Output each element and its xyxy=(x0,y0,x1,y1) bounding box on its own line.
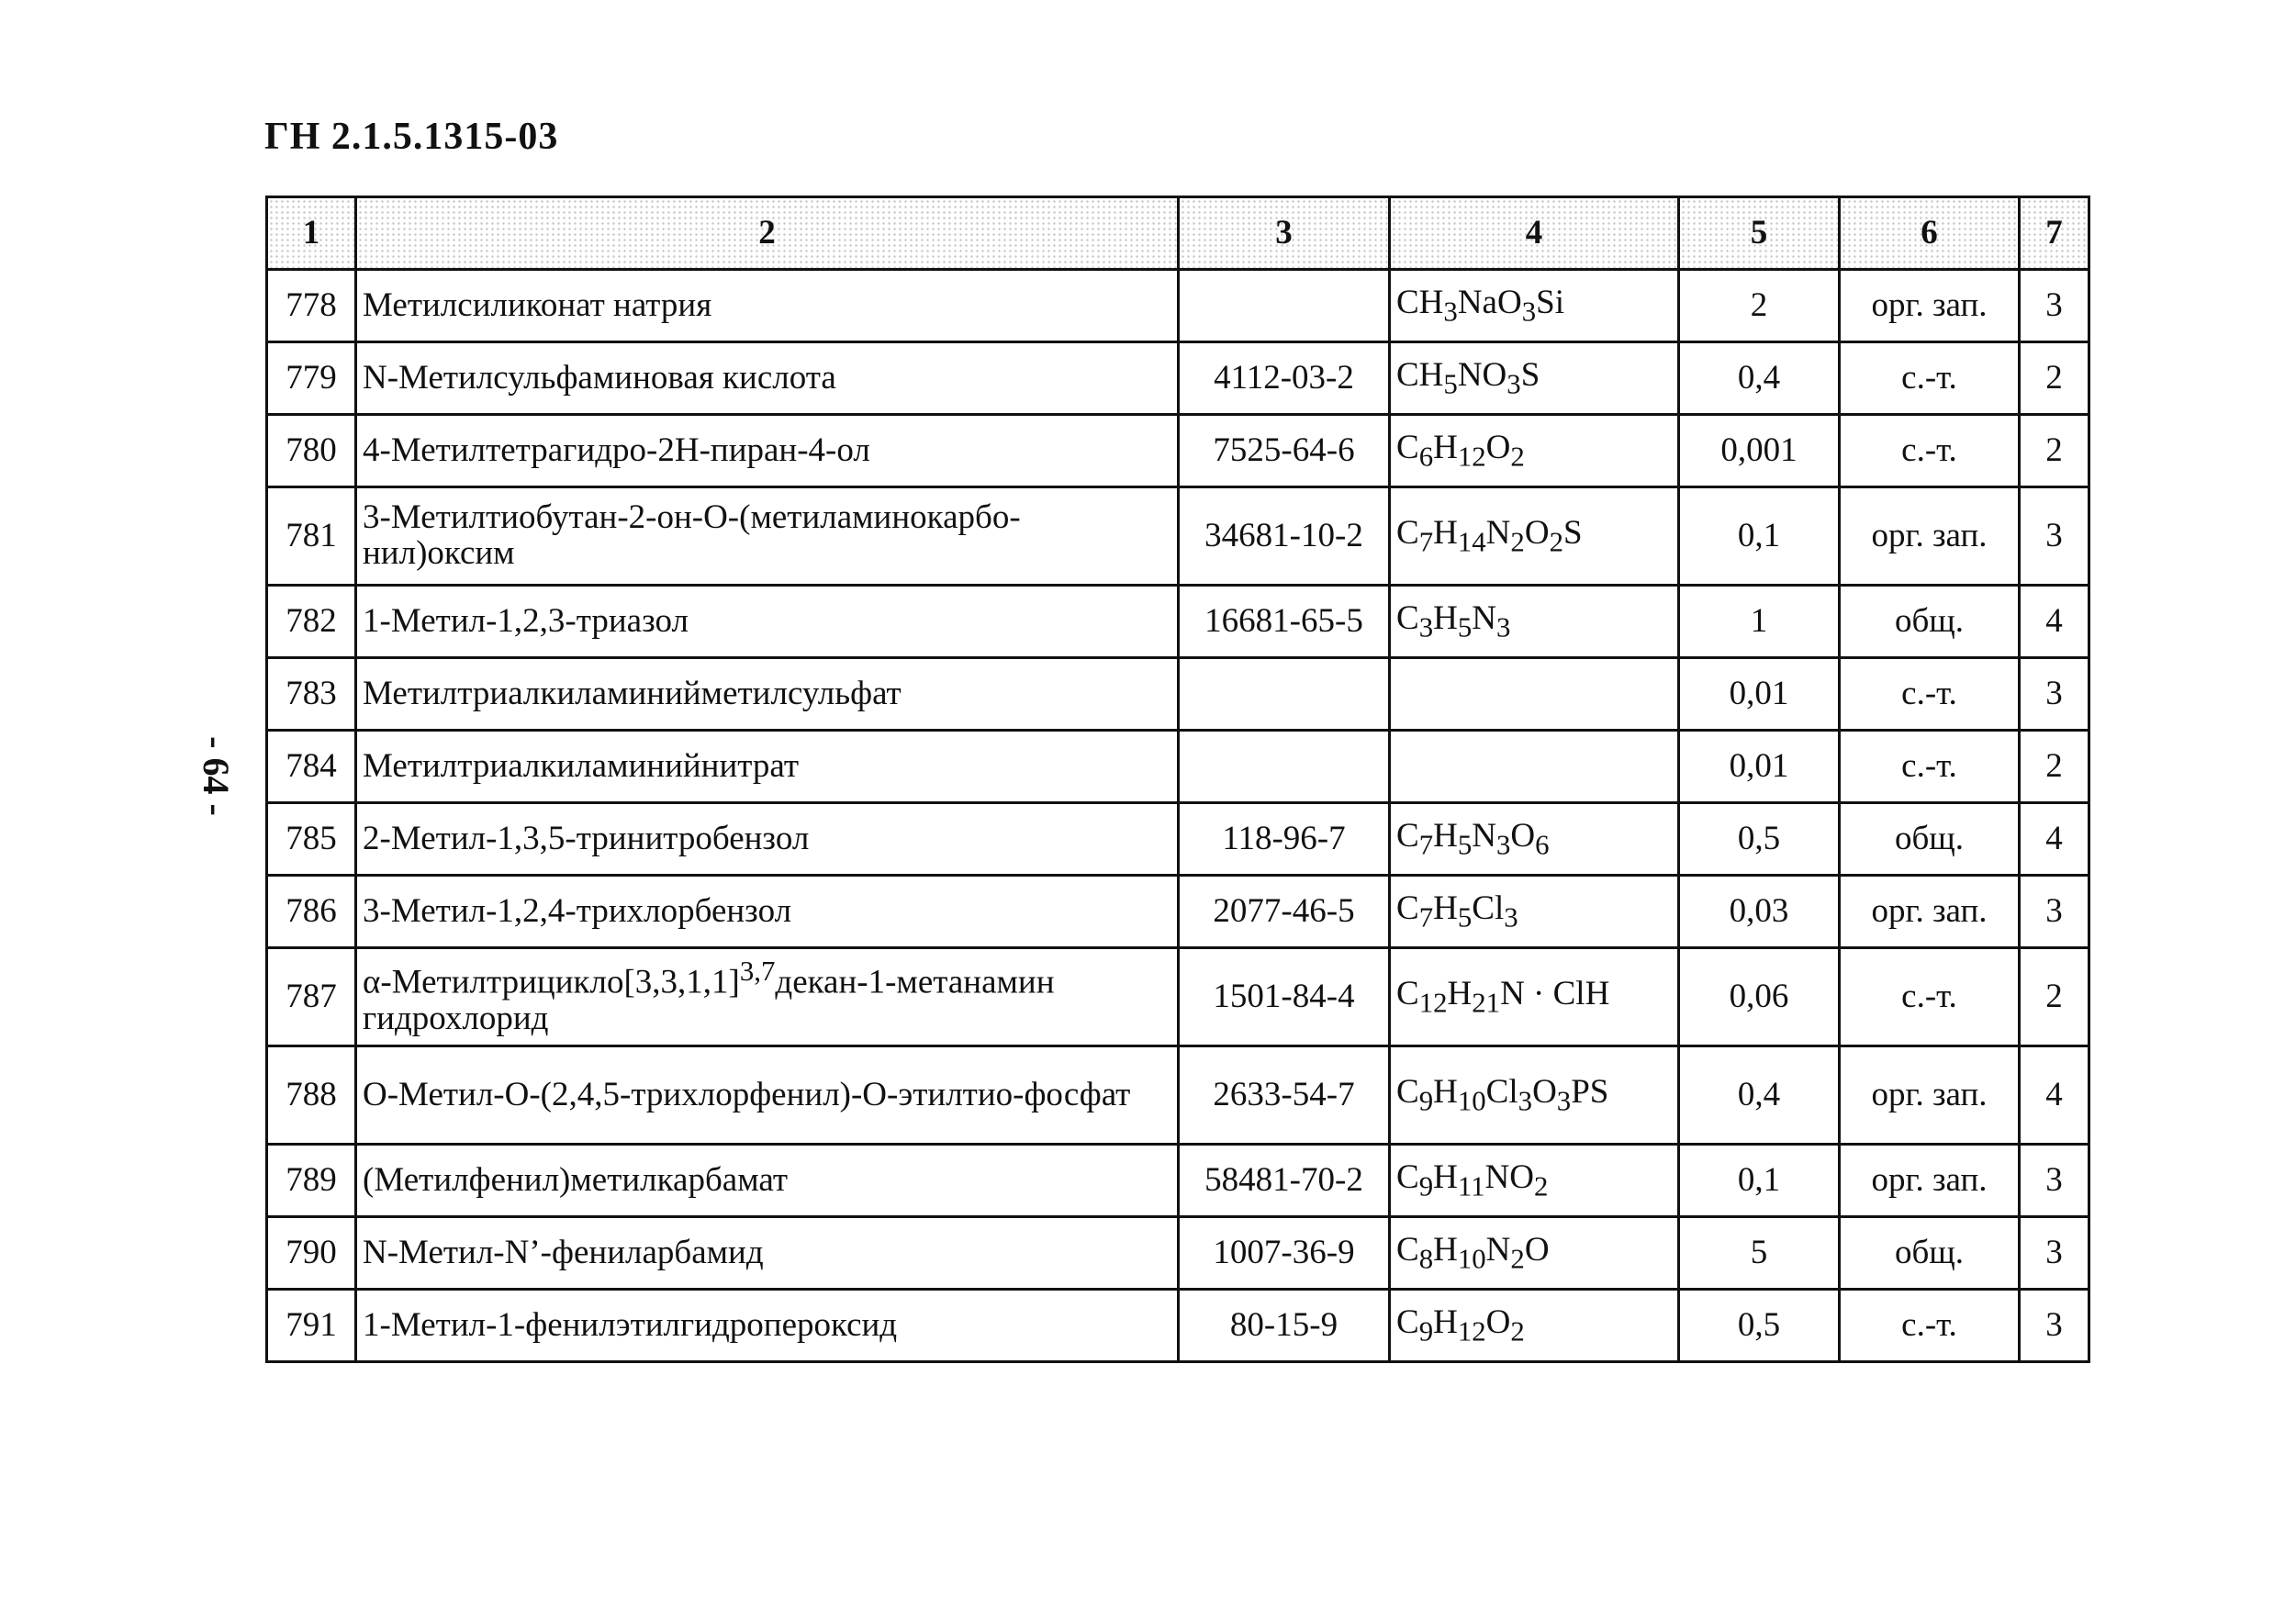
column-header: 5 xyxy=(1679,197,1840,270)
cell-hazard-class: 4 xyxy=(2020,1046,2089,1145)
column-header: 4 xyxy=(1390,197,1679,270)
cell-hazard-class: 3 xyxy=(2020,876,2089,948)
cell-number: 778 xyxy=(267,270,356,342)
table-row xyxy=(267,1046,2089,1145)
cell-hazard-sign: орг. зап. xyxy=(1840,487,2020,586)
cell-formula: $C_9H_{11}NO_2$ xyxy=(1390,1145,1679,1217)
cell-cas-number: 1501-84-4 xyxy=(1179,948,1390,1046)
cell-value: 0,01 xyxy=(1679,658,1840,731)
cell-hazard-sign: общ. xyxy=(1840,586,2020,658)
cell-substance-name: (Метилфенил)метилкарбамат xyxy=(356,1145,1179,1217)
cell-substance-name: О-Метил-О-(2,4,5-трихлорфенил)-О-этилтио-фосфат xyxy=(356,1046,1179,1145)
cell-cas-number xyxy=(1179,731,1390,803)
cell-hazard-class: 3 xyxy=(2020,487,2089,586)
cell-cas-number xyxy=(1179,658,1390,731)
cell-formula: $C_8H_{10}N_2O$ xyxy=(1390,1217,1679,1290)
cell-formula: $CH_3NaO_3Si$ xyxy=(1390,270,1679,342)
cell-hazard-class: 2 xyxy=(2020,948,2089,1046)
cell-hazard-class: 3 xyxy=(2020,1217,2089,1290)
cell-value: 0,5 xyxy=(1679,1290,1840,1362)
cell-number: 784 xyxy=(267,731,356,803)
cell-cas-number: 58481-70-2 xyxy=(1179,1145,1390,1217)
cell-cas-number: 34681-10-2 xyxy=(1179,487,1390,586)
cell-hazard-class: 4 xyxy=(2020,803,2089,876)
cell-value: 0,001 xyxy=(1679,415,1840,487)
cell-formula: $C_3H_5N_3$ xyxy=(1390,586,1679,658)
cell-formula xyxy=(1390,731,1679,803)
cell-number: 787 xyxy=(267,948,356,1046)
header-row xyxy=(267,197,2089,270)
cell-hazard-sign: с.-т. xyxy=(1840,948,2020,1046)
cell-hazard-class: 4 xyxy=(2020,586,2089,658)
cell-cas-number: 16681-65-5 xyxy=(1179,586,1390,658)
cell-substance-name: Метилсиликонат натрия xyxy=(356,270,1179,342)
cell-substance-name: N-Метилсульфаминовая кислота xyxy=(356,342,1179,415)
cell-formula: $C_9H_{12}O_2$ xyxy=(1390,1290,1679,1362)
cell-substance-name: 1-Метил-1,2,3-триазол xyxy=(356,586,1179,658)
table-row xyxy=(267,876,2089,948)
cell-hazard-sign: общ. xyxy=(1840,803,2020,876)
cell-cas-number: 7525-64-6 xyxy=(1179,415,1390,487)
cell-hazard-sign: общ. xyxy=(1840,1217,2020,1290)
cell-hazard-class: 3 xyxy=(2020,270,2089,342)
cell-formula: $C_7H_5Cl_3$ xyxy=(1390,876,1679,948)
cell-substance-name: Метилтриалкиламинийметилсульфат xyxy=(356,658,1179,731)
cell-number: 780 xyxy=(267,415,356,487)
page-number: - 64 - xyxy=(195,736,237,816)
table-row xyxy=(267,342,2089,415)
table-row xyxy=(267,731,2089,803)
cell-hazard-sign: с.-т. xyxy=(1840,1290,2020,1362)
cell-hazard-sign: орг. зап. xyxy=(1840,876,2020,948)
substances-table xyxy=(265,196,2090,1363)
cell-number: 789 xyxy=(267,1145,356,1217)
cell-hazard-class: 2 xyxy=(2020,342,2089,415)
cell-number: 791 xyxy=(267,1290,356,1362)
cell-substance-name: 4-Метилтетрагидро-2Н-пиран-4-ол xyxy=(356,415,1179,487)
table-body xyxy=(267,270,2089,1362)
cell-hazard-class: 2 xyxy=(2020,731,2089,803)
column-header: 6 xyxy=(1840,197,2020,270)
cell-hazard-class: 3 xyxy=(2020,1145,2089,1217)
table-row xyxy=(267,1145,2089,1217)
cell-number: 783 xyxy=(267,658,356,731)
cell-hazard-sign: с.-т. xyxy=(1840,658,2020,731)
cell-formula: $CH_5NO_3S$ xyxy=(1390,342,1679,415)
cell-cas-number: 4112-03-2 xyxy=(1179,342,1390,415)
cell-value: 0,06 xyxy=(1679,948,1840,1046)
cell-value: 0,1 xyxy=(1679,1145,1840,1217)
cell-value: 0,01 xyxy=(1679,731,1840,803)
cell-formula: $C_{12}H_{21}N$ · ClH xyxy=(1390,948,1679,1046)
cell-number: 790 xyxy=(267,1217,356,1290)
cell-hazard-sign: с.-т. xyxy=(1840,731,2020,803)
cell-formula xyxy=(1390,658,1679,731)
table-row xyxy=(267,270,2089,342)
cell-number: 779 xyxy=(267,342,356,415)
column-header: 2 xyxy=(356,197,1179,270)
table-row xyxy=(267,1217,2089,1290)
cell-value: 0,1 xyxy=(1679,487,1840,586)
cell-hazard-class: 2 xyxy=(2020,415,2089,487)
cell-formula: $C_6H_{12}O_2$ xyxy=(1390,415,1679,487)
cell-formula: $C_7H_{14}N_2O_2S$ xyxy=(1390,487,1679,586)
cell-number: 782 xyxy=(267,586,356,658)
cell-hazard-sign: с.-т. xyxy=(1840,342,2020,415)
column-header: 1 xyxy=(267,197,356,270)
cell-cas-number: 2633-54-7 xyxy=(1179,1046,1390,1145)
cell-substance-name: 1-Метил-1-фенилэтилгидропероксид xyxy=(356,1290,1179,1362)
cell-hazard-class: 3 xyxy=(2020,658,2089,731)
cell-hazard-class: 3 xyxy=(2020,1290,2089,1362)
cell-hazard-sign: орг. зап. xyxy=(1840,270,2020,342)
cell-cas-number: 118-96-7 xyxy=(1179,803,1390,876)
cell-cas-number: 1007-36-9 xyxy=(1179,1217,1390,1290)
cell-value: 0,03 xyxy=(1679,876,1840,948)
cell-hazard-sign: орг. зап. xyxy=(1840,1046,2020,1145)
table-row xyxy=(267,1290,2089,1362)
cell-cas-number xyxy=(1179,270,1390,342)
cell-substance-name: Метилтриалкиламинийнитрат xyxy=(356,731,1179,803)
cell-number: 788 xyxy=(267,1046,356,1145)
cell-value: 0,5 xyxy=(1679,803,1840,876)
cell-substance-name: 3-Метилтиобутан-2-он-О-(метиламинокарбо-нил)оксим xyxy=(356,487,1179,586)
cell-hazard-sign: орг. зап. xyxy=(1840,1145,2020,1217)
cell-formula: $C_9H_{10}Cl_3O_3PS$ xyxy=(1390,1046,1679,1145)
table-row xyxy=(267,803,2089,876)
cell-number: 785 xyxy=(267,803,356,876)
document-code: ГН 2.1.5.1315-03 xyxy=(264,116,559,158)
cell-value: 5 xyxy=(1679,1217,1840,1290)
cell-hazard-sign: с.-т. xyxy=(1840,415,2020,487)
table-row xyxy=(267,487,2089,586)
column-header: 7 xyxy=(2020,197,2089,270)
cell-value: 0,4 xyxy=(1679,342,1840,415)
cell-substance-name: $\alpha-Метилтрицикло[3,3,1,1]^{3,7}декан-1$-метанамин гидрохлорид xyxy=(356,948,1179,1046)
cell-substance-name: 3-Метил-1,2,4-трихлорбензол xyxy=(356,876,1179,948)
cell-formula: $C_7H_5N_3O_6$ xyxy=(1390,803,1679,876)
cell-number: 786 xyxy=(267,876,356,948)
table-row xyxy=(267,948,2089,1046)
cell-cas-number: 80-15-9 xyxy=(1179,1290,1390,1362)
table-row xyxy=(267,586,2089,658)
cell-cas-number: 2077-46-5 xyxy=(1179,876,1390,948)
cell-value: 0,4 xyxy=(1679,1046,1840,1145)
cell-value: 2 xyxy=(1679,270,1840,342)
table-row xyxy=(267,658,2089,731)
column-header: 3 xyxy=(1179,197,1390,270)
cell-substance-name: N-Метил-N’-фениларбамид xyxy=(356,1217,1179,1290)
cell-number: 781 xyxy=(267,487,356,586)
cell-value: 1 xyxy=(1679,586,1840,658)
cell-substance-name: 2-Метил-1,3,5-тринитробензол xyxy=(356,803,1179,876)
table-row xyxy=(267,415,2089,487)
